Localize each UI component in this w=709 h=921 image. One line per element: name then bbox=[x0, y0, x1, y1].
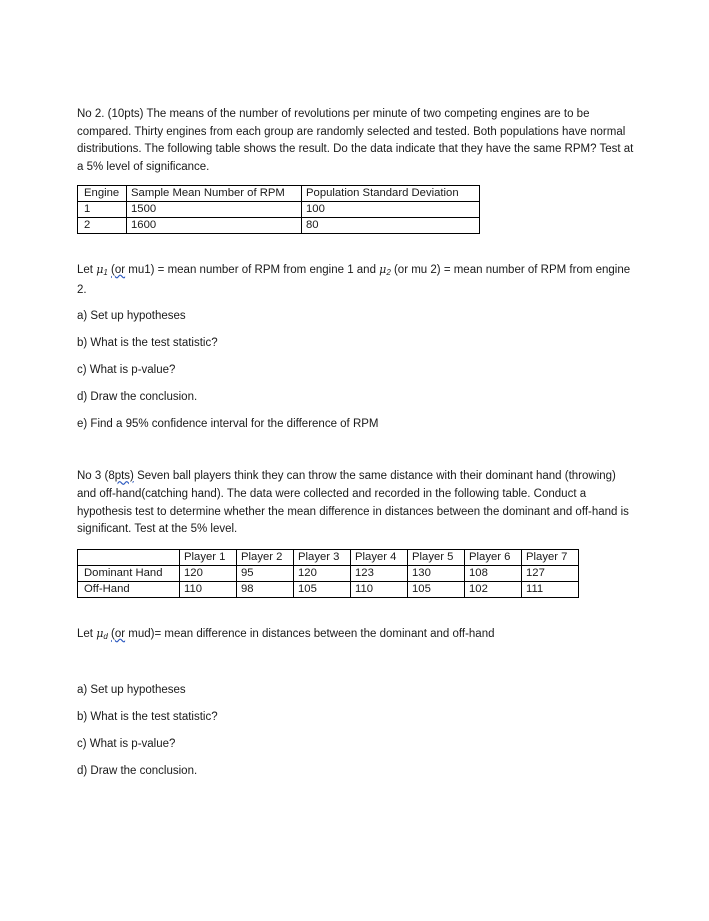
question-item: d) Draw the conclusion. bbox=[77, 391, 198, 404]
players-table bbox=[77, 549, 579, 598]
table-header-cell: Player 3 bbox=[294, 550, 351, 566]
table-cell: 2 bbox=[78, 217, 127, 233]
pts-word: pts) bbox=[114, 470, 134, 483]
table-cell: 111 bbox=[522, 582, 579, 598]
question-item: a) Set up hypotheses bbox=[77, 310, 186, 323]
document-page bbox=[77, 106, 637, 780]
table-row bbox=[78, 217, 480, 233]
problem3-paragraph: No 3 (8pts) Seven ball players think they can throw the same distance with their dominant hand (throwing) and off-hand(catching hand). The data were collected and recorded in the following table. Conduct a hypothesis test to determine whether the mean difference in distances between the dominant and off-hand is significant. Test at the 5% level. bbox=[77, 470, 629, 536]
table-header-cell bbox=[78, 550, 180, 566]
table-header-cell: Player 4 bbox=[351, 550, 408, 566]
table-cell: 105 bbox=[294, 582, 351, 598]
table-cell: 98 bbox=[237, 582, 294, 598]
or-word: (or bbox=[111, 628, 126, 641]
table-header-cell: Population Standard Deviation bbox=[302, 185, 480, 201]
question-item: b) What is the test statistic? bbox=[77, 337, 218, 350]
question-item: b) What is the test statistic? bbox=[77, 710, 218, 723]
table-row bbox=[78, 566, 579, 582]
problem2-paragraph: No 2. (10pts) The means of the number of revolutions per minute of two competing engines are to be compared. Thirty engines from each group are randomly selected and tested. Both populations have normal distributions. The following table shows the result. Do the data indicate that they have the same RPM? Test at a 5% level of significance. bbox=[77, 108, 634, 174]
table-cell: 1 bbox=[78, 201, 127, 217]
table-cell: 108 bbox=[465, 566, 522, 582]
table-header-cell: Player 5 bbox=[408, 550, 465, 566]
table-cell: 130 bbox=[408, 566, 465, 582]
question-item: c) What is p-value? bbox=[77, 364, 176, 377]
table-cell: 120 bbox=[180, 566, 237, 582]
mu-subscript: 1 bbox=[103, 267, 108, 277]
engine-table bbox=[77, 185, 480, 234]
mu-symbol: μ bbox=[379, 262, 387, 276]
table-cell: 100 bbox=[302, 201, 480, 217]
table-header-cell: Player 7 bbox=[522, 550, 579, 566]
table-header-cell: Engine bbox=[78, 185, 127, 201]
or-word: (or bbox=[111, 263, 126, 276]
mu-subscript: d bbox=[103, 632, 108, 642]
table-header-cell: Player 1 bbox=[180, 550, 237, 566]
table-cell: 1600 bbox=[127, 217, 302, 233]
question-item: c) What is p-value? bbox=[77, 737, 176, 750]
table-cell: 110 bbox=[180, 582, 237, 598]
question-item: e) Find a 95% confidence interval for the difference of RPM bbox=[77, 418, 379, 431]
table-header-cell: Player 6 bbox=[465, 550, 522, 566]
table-cell: 110 bbox=[351, 582, 408, 598]
table-cell: 102 bbox=[465, 582, 522, 598]
mu-subscript: 2 bbox=[386, 267, 391, 277]
table-cell: Dominant Hand bbox=[78, 566, 180, 582]
question-item: a) Set up hypotheses bbox=[77, 683, 186, 696]
table-header-cell: Player 2 bbox=[237, 550, 294, 566]
table-header-cell: Sample Mean Number of RPM bbox=[127, 185, 302, 201]
table-cell: 105 bbox=[408, 582, 465, 598]
mu-symbol: μ bbox=[96, 262, 104, 276]
table-row bbox=[78, 201, 480, 217]
table-cell: 123 bbox=[351, 566, 408, 582]
table-header-row bbox=[78, 550, 579, 566]
table-cell: 80 bbox=[302, 217, 480, 233]
mu-symbol: μ bbox=[96, 627, 104, 641]
table-cell: 120 bbox=[294, 566, 351, 582]
table-header-row bbox=[78, 185, 480, 201]
problem2-let-definition: Let $\mu_1$ (or mu1) = mean number of RPM from engine 1 and $\mu_2$ (or mu 2) = mean number of RPM from engine 2. bbox=[77, 262, 631, 296]
problem3-let-definition: Let $\mu_d$ (or mud)= mean difference in distances between the dominant and off-hand bbox=[77, 627, 495, 642]
table-cell: 127 bbox=[522, 566, 579, 582]
table-cell: 95 bbox=[237, 566, 294, 582]
question-item: d) Draw the conclusion. bbox=[77, 764, 198, 777]
table-cell: Off-Hand bbox=[78, 582, 180, 598]
table-row bbox=[78, 582, 579, 598]
table-cell: 1500 bbox=[127, 201, 302, 217]
